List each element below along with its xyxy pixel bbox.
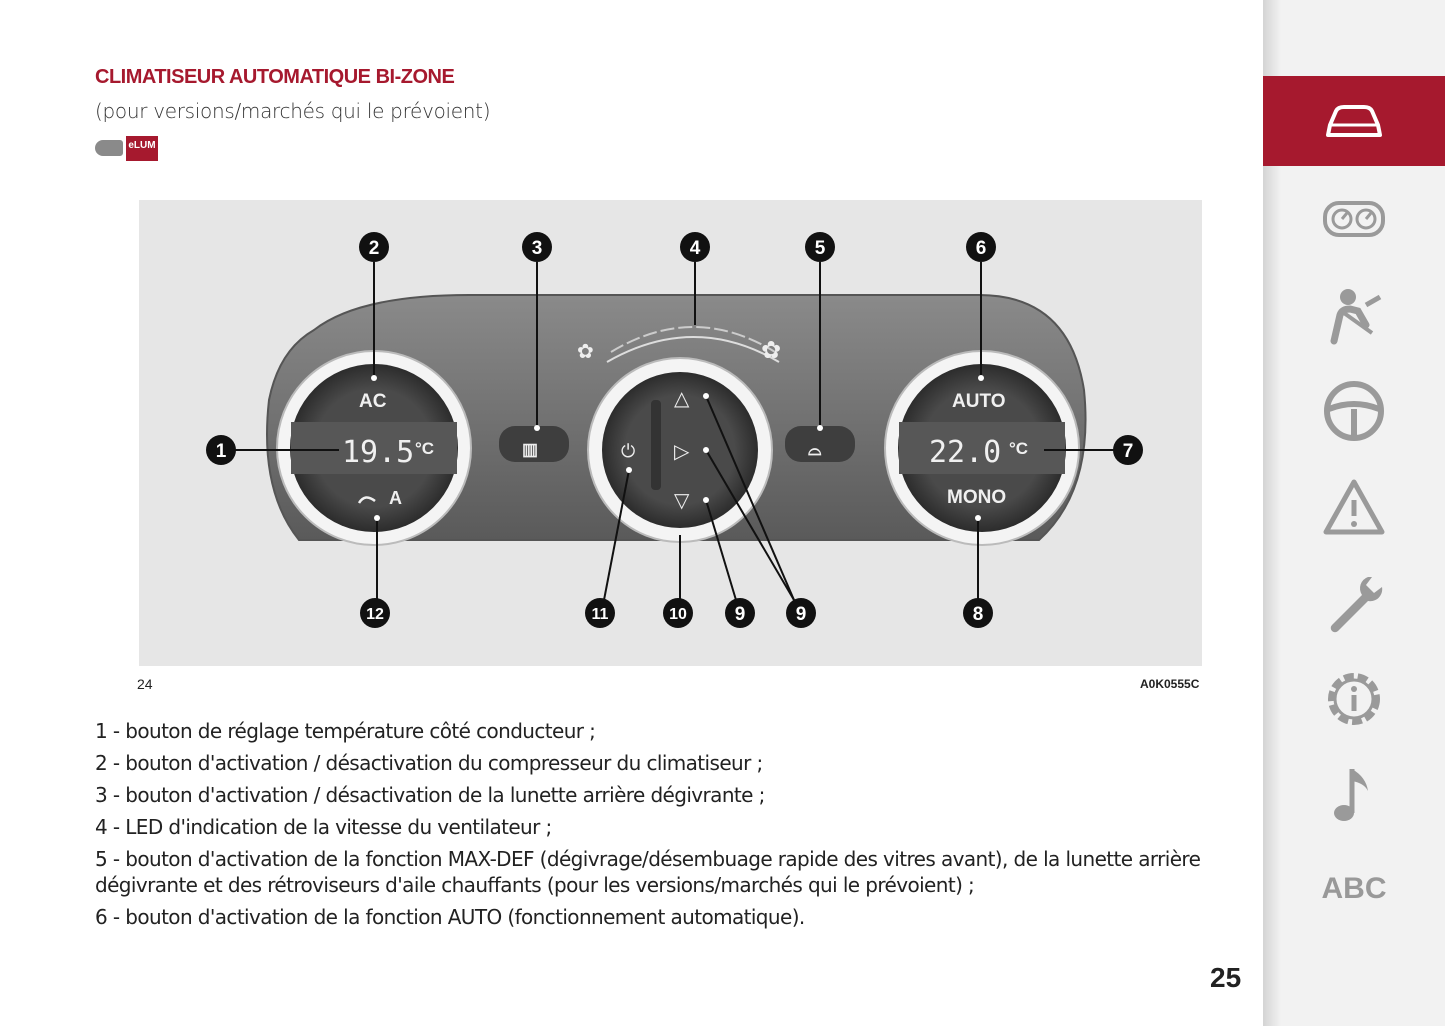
callout-9a (725, 598, 755, 628)
legend-item: 1 - bouton de réglage température côté conducteur ; (95, 719, 596, 743)
legend-item: 3 - bouton d'activation / désactivation de la lunette arrière dégivrante ; (95, 783, 765, 807)
climate-panel-illustration (139, 200, 1202, 666)
warning-icon (1322, 478, 1386, 536)
legend-item: 5 - bouton d'activation de la fonction MAX-DEF (dégivrage/désembuage rapide des vitres avant), de la lunette arrière dégivrante et des rétroviseurs d'aile chauffants (pour les versions/marchés qui le prévoient) ; (95, 847, 1201, 897)
callout-3 (522, 232, 552, 262)
svg-text:△: △ (674, 388, 690, 410)
sidebar-item-vehicle[interactable] (1263, 76, 1445, 166)
climate-panel-figure (139, 200, 1202, 666)
sidebar-item-dashboard[interactable] (1263, 174, 1445, 264)
info-gear-icon (1322, 667, 1386, 731)
sidebar-item-index[interactable] (1263, 844, 1445, 934)
right-dial-top-label: AUTO (952, 391, 1006, 412)
sidebar-nav (1263, 0, 1445, 1026)
svg-text:5: 5 (814, 238, 826, 259)
elum-badge: eLUM (126, 136, 158, 161)
svg-text:7: 7 (1122, 441, 1134, 462)
callout-6 (966, 232, 996, 262)
svg-text:9: 9 (734, 604, 746, 625)
right-dial-bottom-label: MONO (947, 487, 1007, 508)
dashboard-icon (1322, 199, 1386, 239)
svg-text:4: 4 (689, 238, 701, 259)
legend-list (95, 718, 1235, 936)
legend-item: 2 - bouton d'activation / désactivation du compresseur du climatiseur ; (95, 751, 763, 775)
callout-12 (360, 598, 390, 628)
car-icon (1322, 97, 1386, 145)
section-subtitle: (pour versions/marchés qui le prévoient) (95, 99, 491, 123)
svg-text:⏻: ⏻ (621, 441, 636, 461)
svg-text:3: 3 (531, 238, 543, 259)
legend-item: 6 - bouton d'activation de la fonction AUTO (fonctionnement automatique). (95, 905, 805, 929)
svg-text:11: 11 (591, 606, 609, 623)
right-dial-temperature: 22.0 (929, 435, 1002, 470)
callout-10 (663, 598, 693, 628)
callout-9b (786, 598, 816, 628)
steering-wheel-icon (1322, 379, 1386, 443)
left-dial-recirc-label: A (389, 488, 402, 508)
elum-marker (95, 136, 165, 162)
callout-2 (359, 232, 389, 262)
svg-text:8: 8 (972, 604, 984, 625)
svg-text:▷: ▷ (674, 441, 690, 463)
svg-text:⌓: ⌓ (808, 440, 822, 459)
svg-text:2: 2 (368, 238, 380, 259)
svg-text:▽: ▽ (674, 490, 690, 512)
callout-8 (963, 598, 993, 628)
sidebar-item-maintenance[interactable] (1263, 558, 1445, 648)
callout-11 (585, 598, 615, 628)
callout-4 (680, 232, 710, 262)
svg-text:▥: ▥ (522, 440, 539, 459)
section-title: CLIMATISEUR AUTOMATIQUE BI-ZONE (95, 66, 455, 88)
seatbelt-icon (1322, 285, 1386, 345)
left-dial-top-label: AC (359, 391, 387, 412)
callout-7 (1113, 435, 1143, 465)
sidebar-item-driving[interactable] (1263, 366, 1445, 456)
svg-text:6: 6 (975, 238, 987, 259)
sidebar-item-emergency[interactable] (1263, 462, 1445, 552)
left-dial-unit: °C (415, 439, 435, 458)
sidebar-item-multimedia[interactable] (1263, 750, 1445, 840)
svg-text:1: 1 (215, 441, 227, 462)
svg-text:9: 9 (795, 604, 807, 625)
svg-text:✿: ✿ (577, 339, 594, 363)
right-dial-unit: °C (1009, 439, 1029, 458)
music-icon (1322, 763, 1386, 827)
hand-icon (95, 140, 123, 156)
abc-index-label: ABC (1321, 872, 1387, 905)
left-dial-temperature: 19.5 (342, 435, 415, 470)
callout-1 (206, 435, 236, 465)
svg-text:12: 12 (366, 606, 384, 623)
callout-5 (805, 232, 835, 262)
figure-code: A0K0555C (1140, 677, 1200, 691)
wrench-icon (1322, 571, 1386, 635)
sidebar-item-safety[interactable] (1263, 270, 1445, 360)
sidebar-item-technical-data[interactable] (1263, 654, 1445, 744)
legend-item: 4 - LED d'indication de la vitesse du ventilateur ; (95, 815, 552, 839)
page-number: 25 (1210, 962, 1242, 993)
figure-number: 24 (137, 676, 153, 692)
svg-text:10: 10 (669, 606, 687, 623)
svg-text:✿: ✿ (761, 336, 782, 364)
